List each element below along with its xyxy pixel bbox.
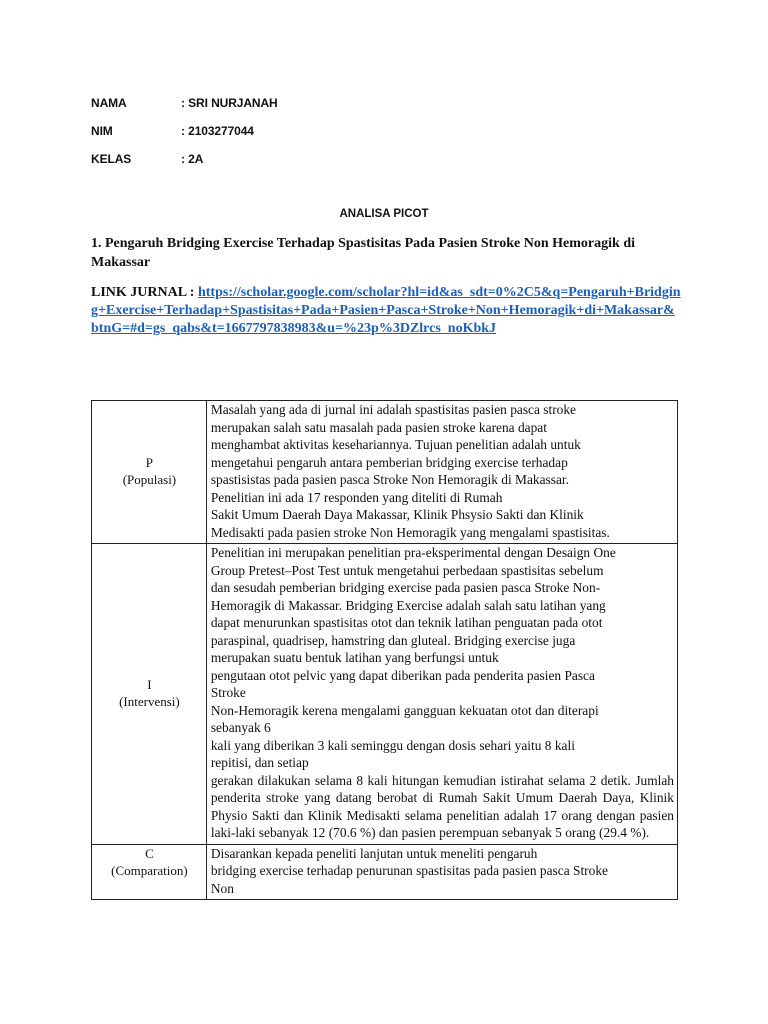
text-line: gerakan dilakukan selama 8 kali hitungan kemudian istirahat selama 2 [210, 772, 597, 788]
text-line: Non [210, 880, 234, 896]
nama-label: NAMA [91, 96, 127, 110]
text-line: bridging exercise terhadap penurunan spastisitas pada pasien pasca Stroke [210, 863, 608, 878]
picot-letter: P [145, 455, 154, 470]
picot-label-cell [92, 844, 207, 900]
journal-link-block [91, 284, 681, 338]
nama-value: : SRI NURJANAH [181, 96, 278, 110]
text-line: sebanyak 6 [210, 720, 271, 735]
text-line: Penelitian ini merupakan penelitian pra-eksperimental dengan Desaign One [210, 545, 616, 560]
nim-label: NIM [91, 124, 113, 138]
text-line: kali yang diberikan 3 kali seminggu dengan dosis sehari yaitu 8 kali [210, 737, 575, 753]
text-line: pengutaan otot pelvic yang dapat diberikan pada penderita pasien Pasca [210, 667, 595, 683]
text-line: repitisi, dan setiap [210, 755, 309, 770]
text-line: Disarankan kepada peneliti lanjutan untuk meneliti pengaruh [210, 845, 538, 861]
text-line: Penelitian ini ada 17 responden yang diteliti di Rumah [210, 489, 503, 505]
text-line: dapat menurunkan spastisitas otot dan teknik latihan penguatan pada otot [210, 615, 603, 630]
picot-label-cell [92, 544, 207, 845]
text-line: detik. Jumlah penderita stroke yang datang berobat di Rumah Sakit Umum [210, 772, 674, 805]
section-heading: ANALISA PICOT [339, 208, 429, 220]
picot-content-cell [206, 844, 677, 900]
picot-letter: C [145, 845, 154, 861]
text-line: mengetahui pengaruh antara pemberian bridging exercise terhadap [210, 454, 568, 470]
journal-link-label: LINK JURNAL : [91, 285, 198, 300]
journal-title: 1. Pengaruh Bridging Exercise Terhadap Spastisitas Pada Pasien Stroke Non Hemoragik di Makassar [91, 236, 635, 270]
picot-label: (Intervensi) [119, 693, 180, 709]
text-line: merupakan salah satu masalah pada pasien stroke karena dapat [210, 419, 547, 435]
picot-row-p [92, 401, 678, 544]
picot-table [91, 400, 678, 900]
picot-content-cell [206, 401, 677, 544]
text-line: Group Pretest–Post Test untuk mengetahui perbedaan spastisitas sebelum [210, 562, 604, 578]
justified-paragraph [211, 772, 674, 842]
text-line: dan sesudah pemberian bridging exercise pada pasien pasca Stroke Non- [210, 580, 601, 595]
text-line: Daerah Daya, Klinik Physio Sakti dan Klinik Medisakti selama penelitian [210, 790, 674, 823]
text-line: Sakit Umum Daerah Daya Makassar, Klinik Phsysio Sakti dan Klinik [210, 507, 584, 522]
text-line: merupakan suatu bentuk latihan yang berfungsi untuk [210, 650, 499, 665]
text-line: spastisistas pada pasien pasca Stroke Non Hemoragik di Makassar. [210, 472, 569, 487]
text-line: paraspinal, quadrisep, hamstring dan gluteal. Bridging exercise juga [210, 632, 576, 648]
text-line: Medisakti pada pasien stroke Non Hemoragik yang mengalami spastisitas. [210, 524, 610, 540]
picot-label-cell [92, 401, 207, 544]
text-line: menghambat aktivitas kesehariannya. Tujuan penelitian adalah untuk [210, 437, 581, 452]
text-line: Stroke [210, 685, 246, 700]
picot-label: (Comparation) [111, 862, 188, 878]
text-line: Hemoragik di Makassar. Bridging Exercise adalah salah satu latihan yang [210, 597, 606, 613]
picot-letter: I [147, 676, 152, 692]
picot-row-i [92, 544, 678, 845]
text-line: Masalah yang ada di jurnal ini adalah spastisitas pasien pasca stroke [210, 402, 577, 417]
picot-label: (Populasi) [122, 472, 177, 487]
text-line: perempuan sebanyak 5 orang (29.4 %). [439, 825, 650, 840]
nim-value: : 2103277044 [181, 124, 254, 138]
kelas-value: : 2A [181, 152, 204, 166]
text-line: Non-Hemoragik kerena mengalami gangguan kekuatan otot dan diterapi [210, 702, 599, 718]
picot-row-c [92, 844, 678, 900]
picot-content-cell [206, 544, 677, 845]
text-line: adalah 17 orang dengan pasien laki-laki sebanyak 12 (70.6 %) dan pasien [210, 807, 674, 840]
kelas-label: KELAS [91, 152, 132, 166]
journal-link[interactable]: https://scholar.google.com/scholar?hl=id&as_sdt=0%2C5&q=Pengaruh+Bridging+Exercise+Terhadap+Spastisitas+Pada+Pasien+Pasca+Stroke+Non+Hemoragik+di+Makassar&btnG=#d=gs_qabs&t=1667797838983&u=%23p%3DZlrcs_noKbkJ [91, 285, 681, 336]
